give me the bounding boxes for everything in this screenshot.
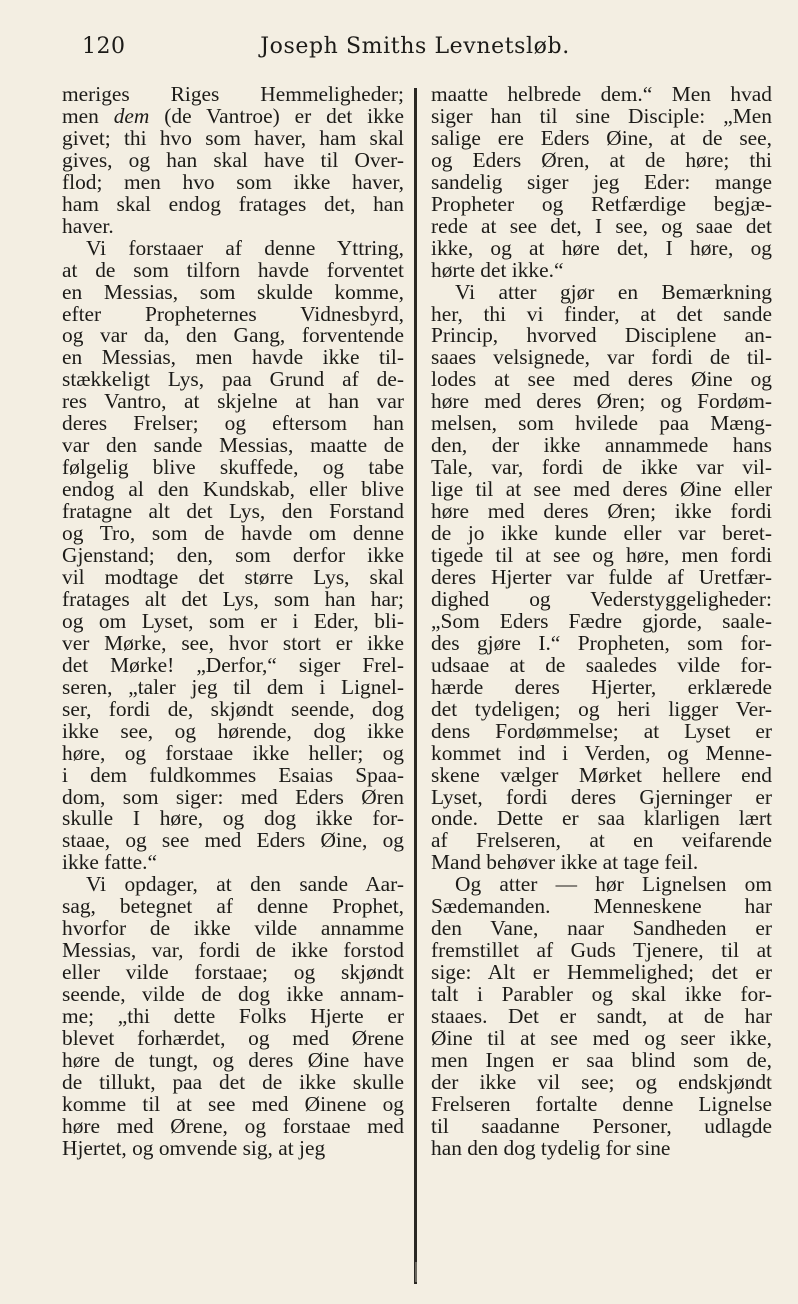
text-line: høre med deres Øren; og Fordøm- xyxy=(431,389,772,414)
text-line: og Tro, som de havde om denne xyxy=(62,521,404,546)
right-column xyxy=(431,84,772,1160)
text-line: af Frelseren, at en veifarende xyxy=(431,828,772,853)
text-line: sige: Alt er Hemmelighed; det er xyxy=(431,960,772,985)
text-line: onde. Dette er saa klarligen lært xyxy=(431,806,772,831)
text-line: salige ere Eders Øine, at de see, xyxy=(431,125,772,150)
text-line: dom, som siger: med Eders Øren xyxy=(62,784,404,809)
text-line: seende, vilde de dog ikke annam- xyxy=(62,982,404,1007)
column-divider xyxy=(414,88,417,1284)
text-line: ser, fordi de, skjøndt seende, dog xyxy=(62,696,404,721)
text-line: blevet forhærdet, og med Ørene xyxy=(62,1025,404,1050)
text-line: Vi opdager, at den sande Aar- xyxy=(86,872,404,897)
text-line: givet; thi hvo som haver, ham skal xyxy=(62,125,404,150)
text-line: lodes at see med deres Øine og xyxy=(431,367,772,392)
page-header xyxy=(62,34,768,68)
text-line: Vi forstaaer af denne Yttring, xyxy=(86,235,404,260)
text-line: skulle I høre, og dog ikke for- xyxy=(62,806,404,831)
text-line: lige til at see med deres Øine eller xyxy=(431,477,772,502)
text-line: ikke fatte.“ xyxy=(62,850,158,875)
text-line: meriges Riges Hemmeligheder; xyxy=(62,82,404,106)
text-line: ham skal endog fratages det, han xyxy=(62,191,404,216)
text-line: fratages alt det Lys, som han har; xyxy=(62,586,404,611)
text-line: fratagne alt det Lys, den Forstand xyxy=(62,499,404,524)
text-line: her, thi vi finder, at det sande xyxy=(431,301,772,326)
text-line: komme til at see med Øinene og xyxy=(62,1091,404,1116)
text-line: Øine til at see med og seer ikke, xyxy=(431,1025,772,1050)
text-line: en Messias, men havde ikke til- xyxy=(62,345,404,370)
text-line: melsen, som hvilede paa Mæng- xyxy=(431,411,772,436)
text-line: og om Lyset, som er i Eder, bli- xyxy=(62,608,404,633)
text-line: eller vilde forstaae; og skjøndt xyxy=(62,960,404,985)
text-line: hvorfor de ikke vilde annamme xyxy=(62,916,404,941)
text-line: staaes. Det er sandt, at de har xyxy=(431,1004,772,1029)
text-line: Hjertet, og omvende sig, at jeg xyxy=(62,1135,326,1160)
footer-mark xyxy=(415,1262,417,1282)
text-line: Tale, var, fordi de ikke var vil- xyxy=(431,455,772,480)
text-line: Vi atter gjør en Bemærkning xyxy=(455,279,772,304)
text-line: en Messias, som skulde komme, xyxy=(62,279,404,304)
text-line: den, der ikke annammede hans xyxy=(431,433,772,458)
text-line: Lyset, fordi deres Gjerninger er xyxy=(431,784,772,809)
text-line: me; „thi dette Folks Hjerte er xyxy=(62,1004,404,1029)
text-line: var den sande Messias, maatte de xyxy=(62,433,404,458)
text-line: men dem (de Vantroe) er det ikke xyxy=(62,103,404,128)
text-line: Frelseren fortalte denne Lignelse xyxy=(431,1091,772,1116)
text-line: haver. xyxy=(62,213,114,238)
text-line: staae, og see med Eders Øine, og xyxy=(62,828,404,853)
left-column xyxy=(62,84,404,1160)
text-line: dighed og Vederstyggeligheder: xyxy=(431,586,772,611)
text-line: saaes velsignede, var fordi de til- xyxy=(431,345,772,370)
text-line: Messias, var, fordi de ikke forstod xyxy=(62,938,404,963)
text-line: Princip, hvorved Disciplene an- xyxy=(431,323,772,348)
text-line: sag, betegnet af denne Prophet, xyxy=(62,894,404,919)
text-line: deres Hjerter var fulde af Uretfær- xyxy=(431,564,772,589)
text-line: ikke, og at høre det, I høre, og xyxy=(431,235,772,260)
text-line: deres Frelser; og eftersom han xyxy=(62,411,404,436)
text-line: kommet ind i Verden, og Menne- xyxy=(431,740,772,765)
text-line: høre med Ørene, og forstaae med xyxy=(62,1113,404,1138)
text-line: gives, og han skal have til Over- xyxy=(62,147,404,172)
text-line: Mand behøver ikke at tage feil. xyxy=(431,850,699,875)
text-line: det Mørke! „Derfor,“ siger Frel- xyxy=(62,652,404,677)
text-line: Propheter og Retfærdige begjæ- xyxy=(431,191,772,216)
text-line: skene vælger Mørket hellere end xyxy=(431,762,772,787)
text-line: flod; men hvo som ikke haver, xyxy=(62,169,404,194)
text-line: ikke see, og hørende, dog ikke xyxy=(62,718,404,743)
page-number: 120 xyxy=(82,34,126,59)
text-line: res Vantro, at skjelne at han var xyxy=(62,389,404,414)
text-line: rede at see det, I see, og saae det xyxy=(431,213,772,238)
text-line: den Vane, naar Sandheden er xyxy=(431,916,772,941)
text-line: sandelig siger jeg Eder: mange xyxy=(431,169,772,194)
text-line: stækkeligt Lys, paa Grund af de- xyxy=(62,367,404,392)
text-line: men Ingen er saa blind som de, xyxy=(431,1047,772,1072)
text-line: „Som Eders Fædre gjorde, saale- xyxy=(431,608,772,633)
text-line: der ikke vil see; og endskjøndt xyxy=(431,1069,772,1094)
text-line: til saadanne Personer, udlagde xyxy=(431,1113,772,1138)
text-line: i dem fuldkommes Esaias Spaa- xyxy=(62,762,404,787)
text-line: Sædemanden. Menneskene har xyxy=(431,894,772,919)
text-line: høre med deres Øren; ikke fordi xyxy=(431,499,772,524)
text-line: des gjøre I.“ Propheten, som for- xyxy=(431,630,772,655)
text-line: at de som tilforn havde forventet xyxy=(62,257,404,282)
text-line: hørte det ikke.“ xyxy=(431,257,564,282)
text-line: og Eders Øren, at de høre; thi xyxy=(431,147,772,172)
text-line: seren, „taler jeg til dem i Lignel- xyxy=(62,674,404,699)
text-line: tigede til at see og høre, men fordi xyxy=(431,543,772,568)
text-line: Gjenstand; den, som derfor ikke xyxy=(62,543,404,568)
text-line: hærde deres Hjerter, erklærede xyxy=(431,674,772,699)
text-line: talt i Parabler og skal ikke for- xyxy=(431,982,772,1007)
running-title: Joseph Smiths Levnetsløb. xyxy=(260,34,570,59)
text-line: følgelig blive skuffede, og tabe xyxy=(62,455,404,480)
text-line: udsaae at de saaledes vilde for- xyxy=(431,652,772,677)
text-line: det tydeligen; og heri ligger Ver- xyxy=(431,696,772,721)
text-line: fremstillet af Guds Tjenere, til at xyxy=(431,938,772,963)
text-line: høre, og forstaae ikke heller; og xyxy=(62,740,404,765)
text-line: vil modtage det større Lys, skal xyxy=(62,564,404,589)
text-line: Og atter — hør Lignelsen om xyxy=(455,872,772,897)
text-line: maatte helbrede dem.“ Men hvad xyxy=(431,82,772,106)
text-line: de tillukt, paa det de ikke skulle xyxy=(62,1069,404,1094)
text-line: ver Mørke, see, hvor stort er ikke xyxy=(62,630,404,655)
text-line: og var da, den Gang, forventende xyxy=(62,323,404,348)
text-line: dens Fordømmelse; at Lyset er xyxy=(431,718,772,743)
text-line: høre de tungt, og deres Øine have xyxy=(62,1047,404,1072)
text-line: endog al den Kundskab, eller blive xyxy=(62,477,404,502)
text-line: de jo ikke kunde eller var beret- xyxy=(431,521,772,546)
text-line: efter Propheternes Vidnesbyrd, xyxy=(62,301,404,326)
text-line: siger han til sine Disciple: „Men xyxy=(431,103,772,128)
text-line: han den dog tydelig for sine xyxy=(431,1135,671,1160)
